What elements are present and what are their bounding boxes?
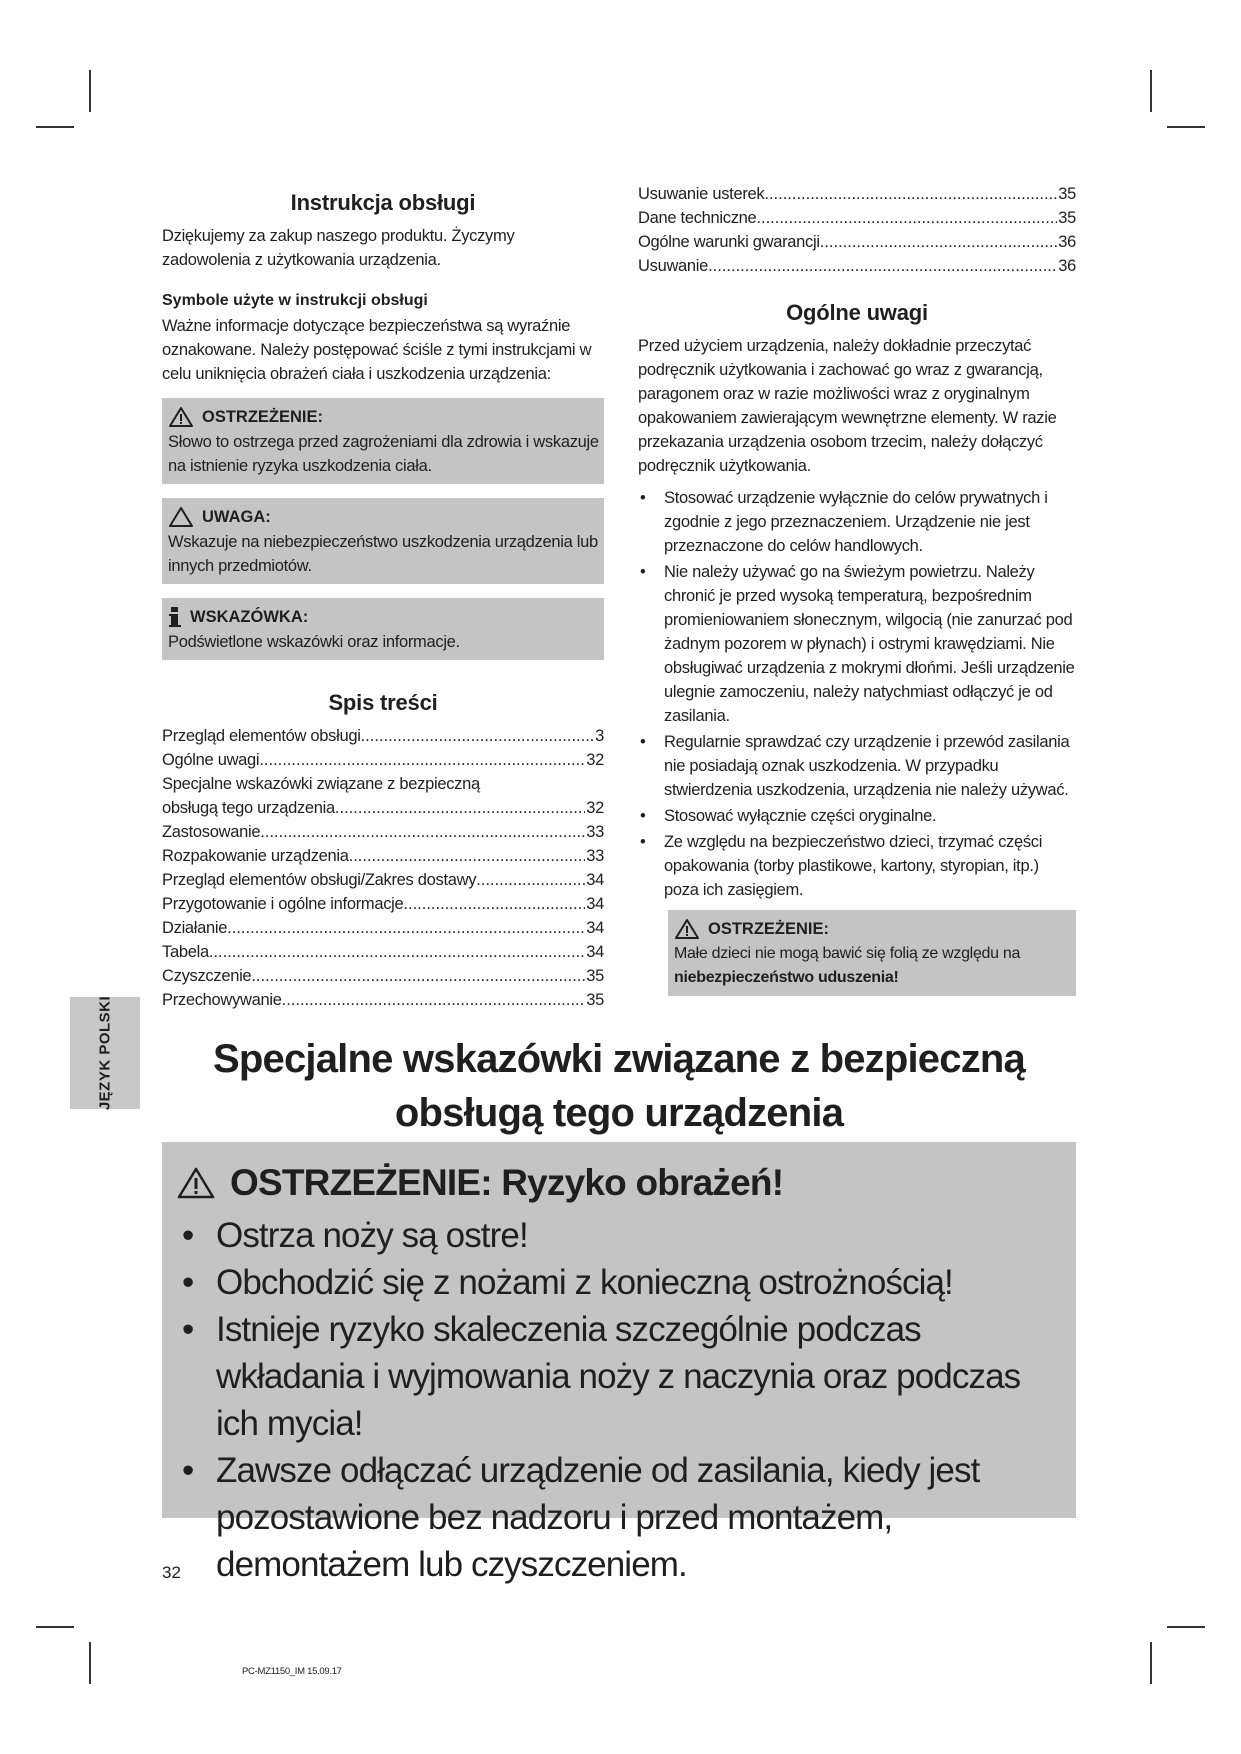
toc-title: Spis treści [328, 690, 438, 715]
toc-entry[interactable]: obsługą tego urządzenia ..... 32 [162, 796, 604, 820]
warning-triangle-icon [168, 406, 194, 428]
crop-mark [1150, 70, 1152, 112]
warning-triangle-icon [674, 918, 700, 940]
symbols-heading: Symbole użyte w instrukcji obsługi [162, 292, 428, 309]
toc-entry[interactable]: Usuwanie ..... 36 [638, 254, 1076, 278]
child-warning-box [668, 910, 1076, 996]
crop-mark [89, 70, 91, 112]
toc-entry[interactable]: Rozpakowanie urządzenia ..... 33 [162, 844, 604, 868]
language-tab-label: JĘZYK POLSKI [96, 995, 114, 1111]
safety-list [176, 1212, 1062, 1588]
warning-text: Słowo to ostrzega przed zagrożeniami dla zdrowia i wskazuje na istnienie ryzyka uszkodzenia ciała. [168, 433, 599, 475]
toc-entry[interactable]: Zastosowanie ..... 33 [162, 820, 604, 844]
toc-entry-line[interactable]: Specjalne wskazówki związane z bezpieczną [162, 775, 480, 793]
list-item: • Istnieje ryzyko skaleczenia szczególnie podczas wkładania i wyjmowania noży z naczynia oraz podczas ich mycia! [176, 1306, 1062, 1447]
table-of-contents [162, 724, 604, 1012]
page-number: 32 [162, 1563, 181, 1582]
toc-entry[interactable]: Czyszczenie ..... 35 [162, 964, 604, 988]
toc-entry[interactable]: Przegląd elementów obsługi ..... 3 [162, 724, 604, 748]
caution-triangle-icon [168, 506, 194, 528]
toc-entry[interactable]: Ogólne warunki gwarancji ..... 36 [638, 230, 1076, 254]
list-item: • Stosować urządzenie wyłącznie do celów prywatnych i zgodnie z jego przeznaczeniem. Urządzenie nie jest przeznaczone do celów handlowych. [638, 486, 1076, 558]
toc-entry[interactable]: Przegląd elementów obsługi/Zakres dostawy ..... 34 [162, 868, 604, 892]
language-tab [70, 997, 140, 1109]
note-label: WSKAZÓWKA: [190, 607, 309, 626]
caution-label: UWAGA: [202, 507, 271, 526]
warning-box [162, 398, 604, 484]
general-notes-list [638, 486, 1076, 902]
toc-entry[interactable]: Tabela ..... 34 [162, 940, 604, 964]
info-icon [168, 606, 182, 628]
general-notes-text: Przed użyciem urządzenia, należy dokładnie przeczytać podręcznik użytkowania i zachować go wraz z gwarancją, paragonem oraz w razie możliwości wraz z oryginalnym opakowaniem zawierającym wewnętrzne elementy. W razie przekazania urządzenia osobom trzecim, należy dołączyć podręcznik użytkowania. [638, 337, 1057, 475]
warning-label: OSTRZEŻENIE: [202, 407, 324, 426]
warning-label: OSTRZEŻENIE: [708, 919, 830, 938]
toc-entry[interactable]: Dane techniczne ..... 35 [638, 206, 1076, 230]
list-item: • Regularnie sprawdzać czy urządzenie i przewód zasilania nie posiadają oznak uszkodzenia. W przypadku stwierdzenia uszkodzenia, urządzenia nie należy używać. [638, 730, 1076, 802]
warning-text: Małe dzieci nie mogą bawić się folią ze względu na niebezpieczeństwo uduszenia! [674, 945, 1021, 986]
toc-entry[interactable]: Działanie ..... 34 [162, 916, 604, 940]
right-column [638, 185, 1076, 996]
list-item: • Ze względu na bezpieczeństwo dzieci, trzymać części opakowania (torby plastikowe, kartony, styropian, itp.) poza ich zasięgiem. [638, 830, 1076, 902]
table-of-contents-continued [638, 182, 1076, 278]
crop-mark [1167, 1626, 1205, 1628]
note-box [162, 598, 604, 660]
footer-code: PC-MZ1150_IM 15.09.17 [242, 1666, 342, 1677]
caution-text: Wskazuje na niebezpieczeństwo uszkodzenia urządzenia lub innych przedmiotów. [168, 533, 598, 575]
toc-entry[interactable]: Ogólne uwagi ..... 32 [162, 748, 604, 772]
crop-mark [36, 126, 74, 128]
crop-mark [1167, 126, 1205, 128]
left-column [162, 190, 604, 1012]
list-item: • Ostrza noży są ostre! [176, 1212, 1062, 1259]
crop-mark [1150, 1642, 1152, 1684]
manual-title: Instrukcja obsługi [290, 190, 476, 215]
general-notes-title: Ogólne uwagi [786, 300, 928, 325]
safety-warning-heading: OSTRZEŻENIE: Ryzyko obrażeń! [230, 1162, 784, 1203]
crop-mark [89, 1642, 91, 1684]
caution-box [162, 498, 604, 584]
note-text: Podświetlone wskazówki oraz informacje. [168, 633, 460, 651]
list-item: • Zawsze odłączać urządzenie od zasilania, kiedy jest pozostawione bez nadzoru i przed montażem, demontażem lub czyszczeniem. [176, 1447, 1062, 1588]
intro-text: Dziękujemy za zakup naszego produktu. Życzymy zadowolenia z użytkowania urządzenia. [162, 227, 515, 269]
safety-title: Specjalne wskazówki związane z bezpieczną obsługą tego urządzenia [213, 1037, 1025, 1135]
toc-entry[interactable]: Usuwanie usterek ..... 35 [638, 182, 1076, 206]
warning-triangle-icon [176, 1166, 216, 1200]
symbols-text: Ważne informacje dotyczące bezpieczeństwa są wyraźnie oznakowane. Należy postępować ściśle z tymi instrukcjami w celu uniknięcia obrażeń ciała i uszkodzenia urządzenia: [162, 317, 592, 383]
list-item: • Obchodzić się z nożami z konieczną ostrożnością! [176, 1259, 1062, 1306]
toc-entry[interactable]: Przechowywanie ..... 35 [162, 988, 604, 1012]
warning-text-emphasis: niebezpieczeństwo uduszenia! [674, 969, 899, 986]
list-item: • Nie należy używać go na świeżym powietrzu. Należy chronić je przed wysoką temperaturą, bezpośrednim promieniowaniem słonecznym, wilgocią (nie zanurzać pod żadnym pozorem w płynach) i ostrymi krawędziami. Nie obsługiwać urządzenia z mokrymi dłońmi. Jeśli urządzenie ulegnie zamoczeniu, należy natychmiast odłączyć je od zasilania. [638, 560, 1076, 728]
crop-mark [36, 1626, 74, 1628]
list-item: • Stosować wyłącznie części oryginalne. [638, 804, 1076, 828]
toc-entry[interactable]: Przygotowanie i ogólne informacje ..... 34 [162, 892, 604, 916]
